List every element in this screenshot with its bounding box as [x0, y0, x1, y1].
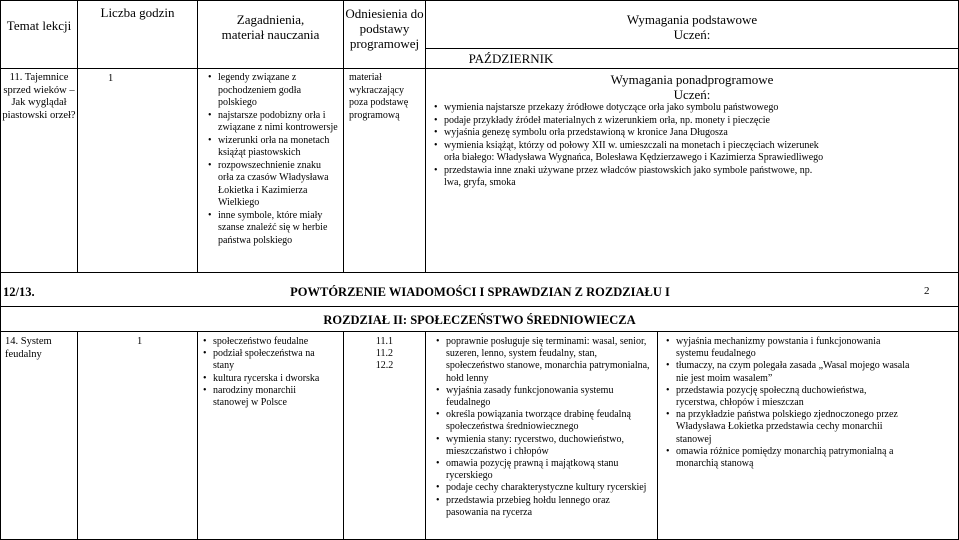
list-item: • podział społeczeństwa na stany: [203, 348, 333, 372]
header-hours: Liczba godzin: [100, 5, 175, 20]
row14-hours: 1: [137, 336, 143, 347]
list-item: • tłumaczy, na czym polegała zasada „Wasal mojego wasala nie jest moim wasalem”: [666, 360, 910, 384]
border-left: [0, 0, 1, 540]
header-divider: [0, 68, 959, 69]
row11-topic: 11. Tajemnice sprzed wieków – Jak wyglądał piastowski orzeł?: [2, 72, 76, 121]
row11-divider: [0, 272, 959, 273]
header-core-ref: Odniesienia do podstawy programowej: [345, 6, 424, 51]
core-ref-item: 11.2: [375, 348, 394, 360]
review-title: POWTÓRZENIE WIADOMOŚCI I SPRAWDZIAN Z ROZDZIAŁU I: [290, 285, 670, 299]
list-item: • wyjaśnia mechanizmy powstania i funkcjonowania systemu feudalnego: [666, 336, 910, 360]
row14-core-ref: [344, 336, 425, 373]
list-item: • społeczeństwo feudalne: [203, 336, 333, 348]
row14-col4-line: [425, 331, 426, 539]
month-divider: [425, 48, 959, 49]
row14-col5-line: [657, 331, 658, 539]
list-item: • przedstawia inne znaki używane przez władców piastowskich jako symbole państwowe, np. lwa, gryfa, smoka: [434, 165, 824, 190]
list-item: • wyjaśnia zasady funkcjonowania systemu feudalnego: [436, 385, 650, 409]
list-item: • inne symbole, które miały szanse znaleźć się w herbie państwa polskiego: [208, 210, 338, 248]
row11-advanced-list: [434, 102, 824, 190]
header-issues: Zagadnienia, materiał nauczania: [221, 12, 320, 42]
row14-issues-list: [203, 336, 333, 409]
row14-basic-list: [436, 336, 650, 519]
list-item: • omawia różnice pomiędzy monarchią patrymonialną a monarchią stanową: [666, 446, 910, 470]
table-border-top: [0, 0, 959, 1]
core-ref-item: 11.1: [375, 336, 394, 347]
row14-extended-list: [666, 336, 910, 470]
col1-line: [77, 0, 78, 272]
chapter-divider: [0, 331, 959, 332]
row11-hours: 1: [108, 73, 114, 84]
list-item: • najstarsze podobizny orła i związane z nimi kontrowersje: [208, 110, 338, 135]
core-ref-item: 12.2: [375, 360, 394, 372]
list-item: • rozpowszechnienie znaku orła za czasów Władysława Łokietka i Kazimierza Wielkiego: [208, 160, 338, 210]
list-item: • podaje przykłady źródeł materialnych z wizerunkiem orła, np. monety i pieczęcie: [434, 115, 824, 128]
list-item: • podaje cechy charakterystyczne kultury rycerskiej: [436, 482, 650, 494]
review-divider: [0, 306, 959, 307]
row11-core-ref: materiał wykraczający poza podstawę programową: [349, 72, 409, 121]
header-basic-requirements: Wymagania podstawowe Uczeń:: [626, 12, 758, 42]
list-item: • poprawnie posługuje się terminami: wasal, senior, suzeren, lenno, system feudalny, stan, społeczeństwo stanowe, monarchia patrymonialna, hołd lenny: [436, 336, 650, 385]
list-item: • przedstawia przebieg hołdu lennego oraz pasowania na rycerza: [436, 495, 650, 519]
list-item: • omawia pozycję prawną i majątkową stanu rycerskiego: [436, 458, 650, 482]
list-item: • na przykładzie państwa polskiego zjednoczonego przez Władysława Łokietka przedstawia cechy monarchii stanowej: [666, 409, 910, 446]
list-item: • legendy związane z pochodzeniem godła polskiego: [208, 72, 338, 110]
row11-issues-list: [208, 72, 338, 247]
list-item: • wymienia stany: rycerstwo, duchowieństwo, mieszczaństwo i chłopów: [436, 434, 650, 458]
row14-col1-line: [77, 331, 78, 539]
row11-advanced-title: Wymagania ponadprogramowe Uczeń:: [610, 72, 774, 102]
row14-col2-line: [197, 331, 198, 539]
list-item: • wyjaśnia genezę symbolu orła przedstawioną w kronice Jana Długosza: [434, 127, 824, 140]
list-item: • określa powiązania tworzące drabinę feudalną społeczeństwa średniowiecznego: [436, 409, 650, 433]
list-item: • przedstawia pozycję społeczną duchowieństwa, rycerstwa, chłopów i mieszczan: [666, 385, 910, 409]
header-topic: Temat lekcji: [6, 18, 72, 33]
review-number: 12/13.: [3, 285, 35, 299]
row14-topic: 14. System feudalny: [5, 336, 52, 360]
list-item: • wymienia książąt, którzy od połowy XII w. umieszczali na monetach i pieczęciach wizerunek orła białego: Władysława Wygnańca, Bolesława Kędzierzawego i Kazimierza Sprawiedliwego: [434, 140, 824, 165]
review-hours: 2: [924, 285, 930, 297]
month-label: PAŹDZIERNIK: [468, 51, 554, 66]
chapter-title: ROZDZIAŁ II: SPOŁECZEŃSTWO ŚREDNIOWIECZA: [323, 313, 636, 327]
list-item: • wizerunki orła na monetach książąt piastowskich: [208, 135, 338, 160]
list-item: • kultura rycerska i dworska: [203, 373, 333, 385]
list-item: • wymienia najstarsze przekazy źródłowe dotyczące orła jako symbolu państwowego: [434, 102, 824, 115]
list-item: • narodziny monarchii stanowej w Polsce: [203, 385, 333, 409]
